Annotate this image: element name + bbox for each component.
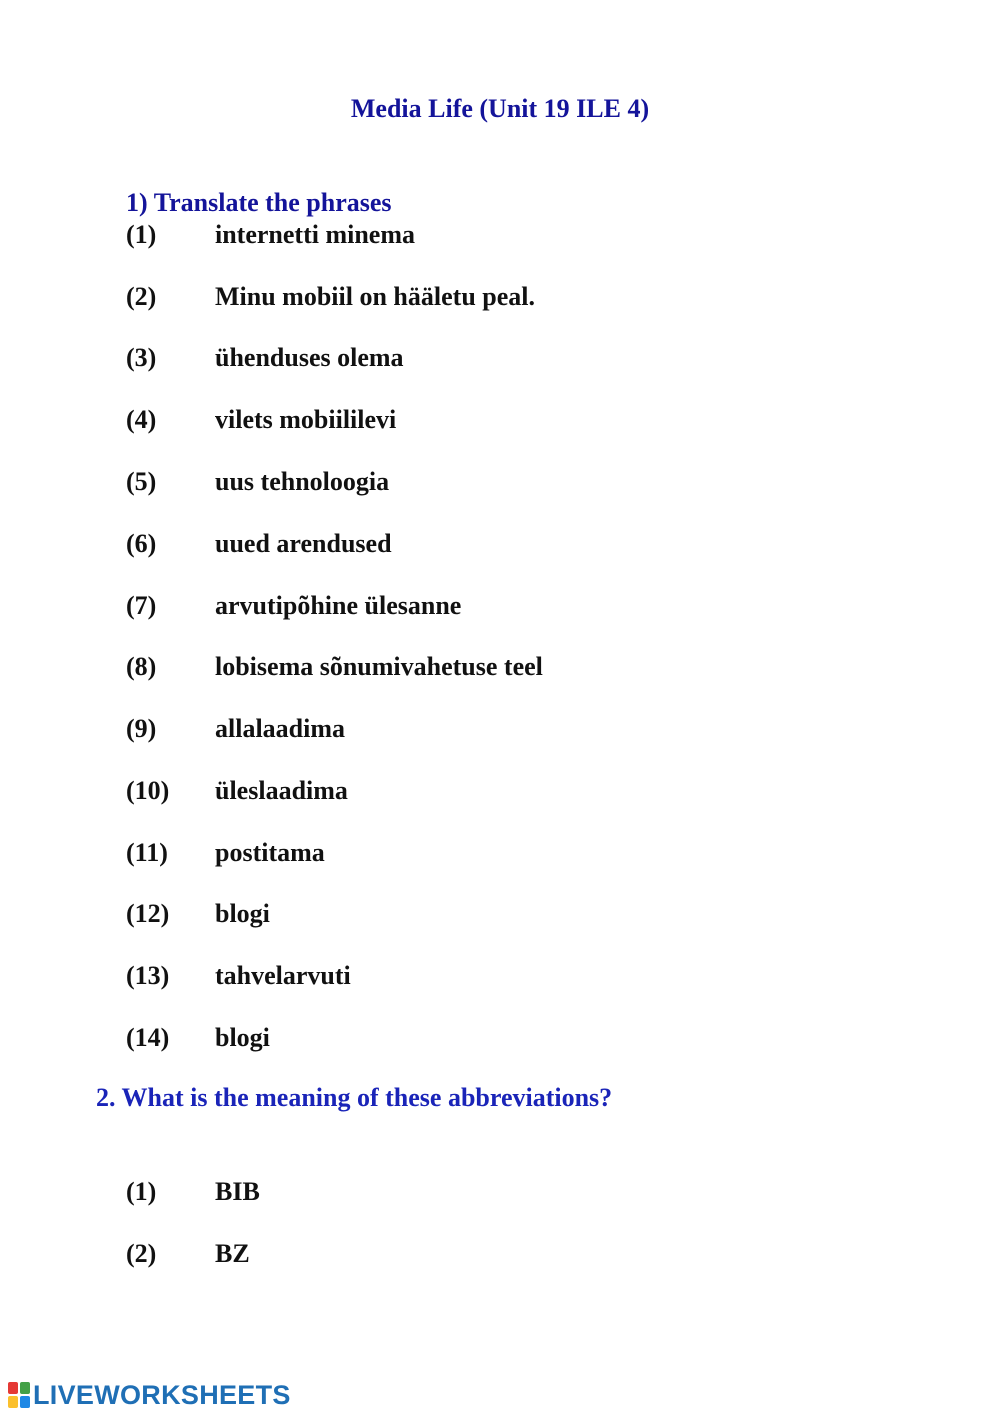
- item-phrase: blogi: [215, 1023, 270, 1052]
- item-phrase: internetti minema: [215, 220, 416, 249]
- section-2-heading: 2. What is the meaning of these abbreviations?: [96, 1083, 613, 1112]
- item-number: (1): [126, 1177, 157, 1206]
- item-number: (14): [126, 1023, 170, 1052]
- item-number: (11): [126, 838, 168, 867]
- logo-square-green: [20, 1382, 30, 1394]
- item-phrase: postitama: [215, 838, 325, 867]
- item-number: (7): [126, 591, 157, 620]
- item-number: (2): [126, 282, 157, 311]
- item-phrase: ühenduses olema: [215, 343, 404, 372]
- item-phrase: vilets mobiililevi: [215, 405, 397, 434]
- item-number: (9): [126, 714, 157, 743]
- item-phrase: lobisema sõnumivahetuse teel: [215, 652, 543, 681]
- logo-square-blue: [20, 1396, 30, 1408]
- item-phrase: Minu mobiil on hääletu peal.: [215, 282, 535, 311]
- item-phrase: allalaadima: [215, 714, 346, 743]
- item-number: (10): [126, 776, 170, 805]
- item-number: (5): [126, 467, 157, 496]
- item-phrase: tahvelarvuti: [215, 961, 351, 990]
- item-number: (8): [126, 652, 157, 681]
- item-phrase: uus tehnoloogia: [215, 467, 390, 496]
- item-number: (3): [126, 343, 157, 372]
- item-phrase: blogi: [215, 899, 270, 928]
- liveworksheets-logo-icon: [8, 1382, 30, 1408]
- logo-square-red: [8, 1382, 18, 1394]
- section-1-heading: 1) Translate the phrases: [126, 188, 392, 217]
- item-number: (1): [126, 220, 157, 249]
- page-title: Media Life (Unit 19 ILE 4): [350, 94, 650, 123]
- logo-text: LIVEWORKSHEETS: [33, 1379, 291, 1410]
- logo-square-yellow: [8, 1396, 18, 1408]
- liveworksheets-logo[interactable]: [8, 1378, 291, 1412]
- item-phrase: uued arendused: [215, 529, 392, 558]
- item-number: (6): [126, 529, 157, 558]
- item-abbreviation: BIB: [215, 1177, 260, 1206]
- item-number: (4): [126, 405, 157, 434]
- item-number: (12): [126, 899, 170, 928]
- item-number: (13): [126, 961, 170, 990]
- item-phrase: arvutipõhine ülesanne: [215, 591, 462, 620]
- item-abbreviation: BZ: [215, 1239, 250, 1268]
- item-number: (2): [126, 1239, 157, 1268]
- item-phrase: üleslaadima: [215, 776, 348, 805]
